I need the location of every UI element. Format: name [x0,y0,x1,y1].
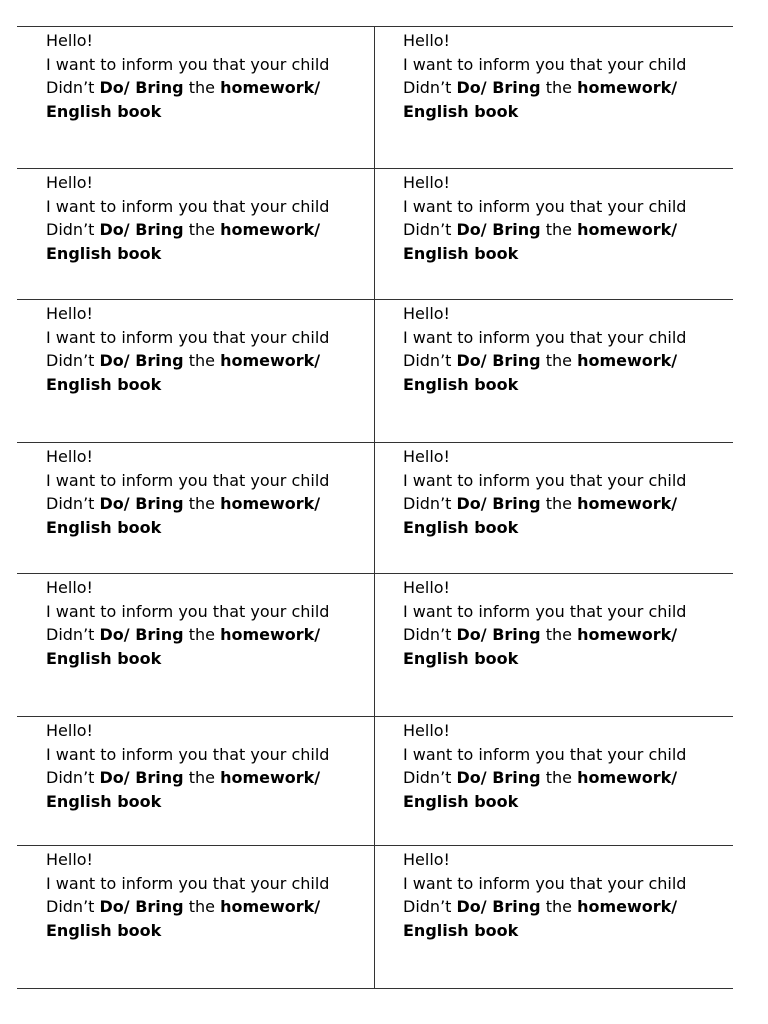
note-cell-left [17,443,375,573]
note-greeting: Hello! [403,721,450,740]
note-reason-line [403,349,733,373]
note-do-bring-text: Do/ Bring [99,897,184,916]
homework-note [46,445,374,539]
note-cell-right [375,846,733,988]
homework-note [403,171,733,265]
note-reason-line [46,76,374,100]
note-homework-text: homework/ [220,625,321,644]
note-english-book-line: English book [46,920,162,940]
note-reason-line [46,895,374,919]
note-english-book-line: English book [403,517,519,537]
note-english-book-line: English book [46,791,162,811]
note-greeting: Hello! [403,850,450,869]
homework-note [46,848,374,942]
note-cell-right [375,169,733,299]
note-inform-line: I want to inform you that your child [403,54,687,74]
note-didnt-text: Didn’t [46,897,100,916]
note-greeting: Hello! [403,31,450,50]
note-the-text: the [540,768,578,787]
note-the-text: the [183,897,221,916]
note-greeting: Hello! [46,31,93,50]
note-do-bring-text: Do/ Bring [456,897,541,916]
note-english-book-line: English book [46,517,162,537]
note-greeting: Hello! [46,173,93,192]
note-do-bring-text: Do/ Bring [99,625,184,644]
note-the-text: the [183,625,221,644]
note-inform-line: I want to inform you that your child [46,744,330,764]
note-do-bring-text: Do/ Bring [99,494,184,513]
note-reason-line [403,623,733,647]
note-cell-left [17,846,375,988]
note-english-book-line: English book [403,920,519,940]
note-inform-line: I want to inform you that your child [403,744,687,764]
note-cell-right [375,300,733,442]
note-do-bring-text: Do/ Bring [456,768,541,787]
homework-note [46,576,374,670]
homework-note [403,445,733,539]
note-homework-text: homework/ [220,351,321,370]
note-row [17,845,733,989]
note-cell-left [17,717,375,845]
note-inform-line: I want to inform you that your child [403,873,687,893]
note-homework-text: homework/ [220,897,321,916]
note-cell-right [375,717,733,845]
note-row [17,168,733,299]
note-inform-line: I want to inform you that your child [46,327,330,347]
note-didnt-text: Didn’t [46,78,100,97]
homework-note [46,171,374,265]
note-reason-line [403,492,733,516]
notes-sheet [17,26,733,989]
note-do-bring-text: Do/ Bring [456,494,541,513]
note-cell-left [17,300,375,442]
note-reason-line [46,766,374,790]
note-inform-line: I want to inform you that your child [403,327,687,347]
note-do-bring-text: Do/ Bring [456,625,541,644]
note-reason-line [46,349,374,373]
note-homework-text: homework/ [577,768,678,787]
note-inform-line: I want to inform you that your child [46,196,330,216]
note-didnt-text: Didn’t [46,351,100,370]
note-english-book-line: English book [46,101,162,121]
note-homework-text: homework/ [577,78,678,97]
homework-note [46,29,374,123]
note-greeting: Hello! [46,304,93,323]
note-didnt-text: Didn’t [403,78,457,97]
note-english-book-line: English book [403,791,519,811]
note-row [17,573,733,716]
note-homework-text: homework/ [577,220,678,239]
note-inform-line: I want to inform you that your child [46,601,330,621]
note-reason-line [46,218,374,242]
note-the-text: the [540,625,578,644]
homework-note [403,848,733,942]
note-greeting: Hello! [403,447,450,466]
note-inform-line: I want to inform you that your child [46,470,330,490]
note-do-bring-text: Do/ Bring [456,220,541,239]
note-english-book-line: English book [46,374,162,394]
note-english-book-line: English book [403,648,519,668]
note-reason-line [403,766,733,790]
note-do-bring-text: Do/ Bring [99,220,184,239]
note-the-text: the [183,220,221,239]
note-do-bring-text: Do/ Bring [456,351,541,370]
note-inform-line: I want to inform you that your child [403,196,687,216]
note-the-text: the [540,897,578,916]
note-english-book-line: English book [46,648,162,668]
homework-note [403,29,733,123]
note-the-text: the [183,768,221,787]
note-the-text: the [540,78,578,97]
note-didnt-text: Didn’t [403,494,457,513]
homework-note [403,302,733,396]
note-greeting: Hello! [403,173,450,192]
note-didnt-text: Didn’t [46,220,100,239]
note-english-book-line: English book [403,243,519,263]
note-didnt-text: Didn’t [46,494,100,513]
note-the-text: the [183,78,221,97]
note-do-bring-text: Do/ Bring [99,78,184,97]
note-didnt-text: Didn’t [403,897,457,916]
note-greeting: Hello! [46,447,93,466]
note-inform-line: I want to inform you that your child [46,54,330,74]
homework-note [403,576,733,670]
note-inform-line: I want to inform you that your child [403,470,687,490]
note-row [17,299,733,442]
note-do-bring-text: Do/ Bring [456,78,541,97]
note-cell-left [17,169,375,299]
note-didnt-text: Didn’t [403,625,457,644]
note-reason-line [46,492,374,516]
note-cell-right [375,27,733,168]
note-cell-left [17,27,375,168]
homework-note [46,302,374,396]
note-didnt-text: Didn’t [403,220,457,239]
note-the-text: the [183,494,221,513]
note-greeting: Hello! [403,578,450,597]
note-reason-line [403,76,733,100]
note-reason-line [46,623,374,647]
note-didnt-text: Didn’t [403,351,457,370]
note-row [17,26,733,168]
homework-note [403,719,733,813]
note-the-text: the [540,351,578,370]
note-homework-text: homework/ [220,768,321,787]
note-greeting: Hello! [46,578,93,597]
note-row [17,716,733,845]
note-reason-line [403,895,733,919]
note-homework-text: homework/ [220,494,321,513]
note-the-text: the [540,220,578,239]
note-the-text: the [540,494,578,513]
note-homework-text: homework/ [577,494,678,513]
note-english-book-line: English book [403,374,519,394]
note-homework-text: homework/ [577,351,678,370]
note-cell-right [375,443,733,573]
note-didnt-text: Didn’t [403,768,457,787]
note-homework-text: homework/ [577,625,678,644]
note-didnt-text: Didn’t [46,625,100,644]
note-greeting: Hello! [403,304,450,323]
note-english-book-line: English book [46,243,162,263]
note-inform-line: I want to inform you that your child [403,601,687,621]
note-greeting: Hello! [46,850,93,869]
note-cell-left [17,574,375,716]
note-homework-text: homework/ [220,78,321,97]
note-do-bring-text: Do/ Bring [99,351,184,370]
note-cell-right [375,574,733,716]
note-do-bring-text: Do/ Bring [99,768,184,787]
note-homework-text: homework/ [220,220,321,239]
homework-note [46,719,374,813]
note-greeting: Hello! [46,721,93,740]
note-homework-text: homework/ [577,897,678,916]
note-inform-line: I want to inform you that your child [46,873,330,893]
note-reason-line [403,218,733,242]
note-english-book-line: English book [403,101,519,121]
note-didnt-text: Didn’t [46,768,100,787]
note-the-text: the [183,351,221,370]
note-row [17,442,733,573]
